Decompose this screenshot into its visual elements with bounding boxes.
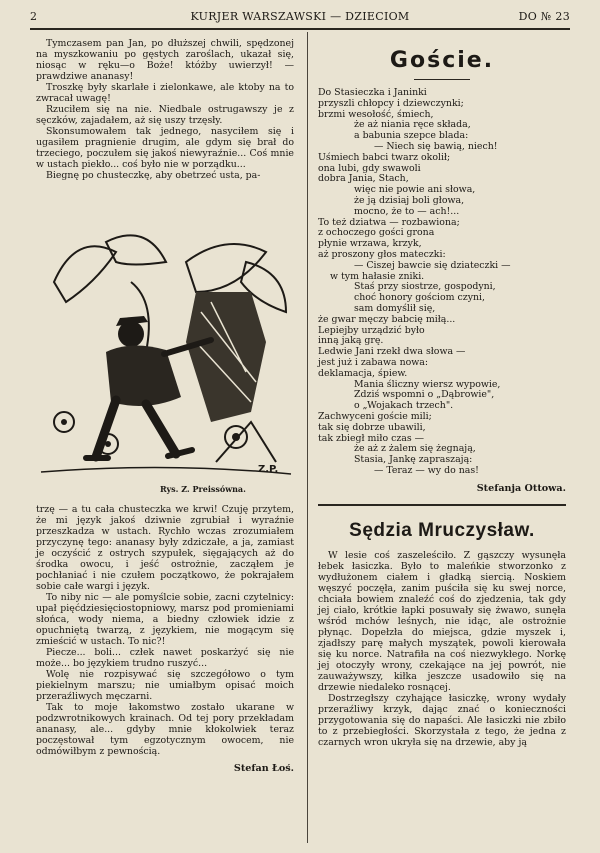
paragraph: Troszkę były skarlałe i zielonkawe, ale ktoby na to zwracał uwagę!: [36, 82, 294, 104]
poem-line: To też dziatwa — rozbawiona;: [318, 216, 460, 228]
poem-line: — Ciszej bawcie się dziateczki —: [354, 259, 511, 271]
poem-line: Uśmiech babci twarz okolił;: [318, 151, 451, 163]
paragraph: trzę — a tu cała chusteczka we krwi! Czuję przytem, że mi język jakoś dziwnie zgrubiał i wyraźnie przeszkadza w ustach. Rychło wczas zrozumiałem przyczynę tego: ananasy były zdziczałe, a ja, zamiast je oczyścić z ostrych szypułek, sięgających aż do środka owocu, i jeść ostrożnie, zacząłem je pochłaniać i nie czułem początkowo, że pokrajałem sobie całe wargi i język.: [36, 504, 294, 592]
paragraph: Rzuciłem się na nie. Niedbale ostrugawszy je z sęczków, zajadałem, aż się uszy trzęsły.: [36, 104, 294, 126]
poem-line: że ją dzisiaj boli głowa,: [354, 194, 465, 206]
paragraph: W lesie coś zaszeleściło. Z gąszczy wysunęła łebek łasiczka. Było to maleńkie stworzonko z wydłużonem ciałem i gładką siercią. Noskiem węszyć poczęła, zanim puściła się ku swej norce, chciała bowiem znaleźć coś do zjedzenia, tak gdy jej ciało, krótkie łapki posuwały się żwawo, sunęła wśród mchów leśnych, nie idąc, ale ostrożnie płynąc. Dopełzła do miejsca, gdzie myszek i, zjadłszy parę małych myszątek, powoli kierowała się ku norce. Natrafiła na coś niezwykłego. Norkę jej otoczyły wrony, czekające na jej powrót, nie zauważywszy, kiłka jeszcze usadowiło się na drzewie niedaleko rosnącej.: [318, 549, 566, 693]
jungle-man-drawing: [36, 222, 294, 484]
poem-line: inną jaką grę.: [318, 335, 384, 347]
poem-line: Zachwyceni goście mili;: [318, 410, 432, 422]
masthead-title: KURJER WARSZAWSKI — DZIECIOM: [190, 10, 410, 23]
paragraph: Tymczasem pan Jan, po dłuższej chwili, spędzonej na myszkowaniu po gęstych zaroślach, ukazał się, niosąc w ręku—o Boże! któżby uwierzył! — prawdziwe ananasy!: [36, 38, 294, 82]
paragraph: To niby nic — ale pomyślcie sobie, zacni czytelnicy: upał pięćdziesięciostopniowy, marsz pod promieniami słońca, wody niema, a biedny człowiek idzie z opuchniętą twarzą, z językiem, nie mogącym się zmieścić w ustach. To nic?!: [36, 592, 294, 647]
paragraph: Tak to moje łakomstwo zostało ukarane w podzwrotnikowych krainach. Od tej pory przekładam ananasy, ale... gdyby mnie kłokolwiek teraz poczęstował tym egzotycznym owocem, nie odmówiłbym z pewnością.: [36, 702, 294, 757]
poem-line: w tym hałasie zniki.: [330, 270, 425, 282]
paragraph: Dostrzegłszy czyhające łasiczkę, wrony wydały przeraźliwy krzyk, dając znać o konieczności przygotowania się do napaści. Ale łasiczki nie zbiło to z przebiegłości. Skorzystała z tego, że jedna z czarnych wron ukryła się na drzewie, aby ją: [318, 692, 566, 748]
poem-line: więc nie powie ani słowa,: [354, 184, 476, 196]
paragraph: Wolę nie rozpisywać się szczegółowo o tym piekielnym marszu; nie umiałbym opisać moich przeraźliwych męczarni.: [36, 669, 294, 702]
poem-line: sam domyślił się,: [354, 302, 436, 314]
poem-line: że aż z żalem się żegnają,: [354, 443, 476, 455]
poem-line: Ledwie Jani rzekł dwa słowa —: [318, 346, 466, 358]
poem-line: Do Stasieczka i Janinki: [318, 87, 427, 98]
poem-line: że aż niania ręce składa,: [354, 119, 471, 131]
poem-line: tak zbiegł miło czas —: [318, 432, 425, 444]
right-column: [318, 38, 566, 748]
poem-line: — Teraz — wy do nas!: [374, 464, 479, 476]
poem-line: deklamacja, śpiew.: [318, 367, 408, 379]
poem-line: płynie wrzawa, krzyk,: [318, 238, 422, 250]
poem-title: Goście.: [389, 48, 495, 73]
poem-line: choć honory gościom czyni,: [354, 292, 486, 304]
illustration-monogram: Z.P.: [258, 464, 279, 475]
poem-author: Stefanja Ottowa.: [476, 482, 566, 494]
page-number: 2: [30, 10, 38, 23]
poem-line: Lepiejby urządzić było: [318, 324, 425, 336]
poem-line: o „Wojakach trzech".: [354, 400, 454, 412]
paragraph: Skonsumowałem tak jednego, nasyciłem się i ugasiłem pragnienie drugim, ale gdym się brał do trzeciego, poczułem się jakoś niewyraźnie... Coś mnie w ustach piekło... coś było nie w porządku...: [36, 126, 294, 170]
poem-line: mocno, że to — ach!...: [354, 205, 460, 217]
poem-line: przyszli chłopcy i dziewczynki;: [318, 97, 464, 109]
story-title: Sędzia Mruczysław.: [349, 519, 535, 541]
story-signature: Stefan Łoś.: [233, 763, 294, 774]
poem-line: Zdziś wspomni o „Dąbrowie",: [354, 389, 495, 401]
poem-line: a babunia szepce blada:: [354, 130, 469, 142]
story-part-bottom: [36, 504, 294, 774]
header-rule: [30, 28, 570, 30]
section-divider: [318, 504, 566, 506]
poem-line: dobra Jania, Stach,: [318, 173, 409, 185]
illustration: [36, 222, 294, 502]
paragraph: Piecze... boli... człek nawet poskarżyć się nie może... bo językiem trudno ruszyć...: [36, 647, 294, 669]
poem-line: aż proszony głos mateczki:: [318, 248, 446, 260]
poem-line: Stasia, Jankę zapraszają:: [354, 454, 473, 466]
poem-line: Staś przy siostrze, gospodyni,: [354, 281, 496, 293]
poem-line: że gwar męczy babcię miłą...: [318, 313, 456, 325]
paragraph: Biegnę po chusteczkę, aby obetrzeć usta, pa-: [46, 170, 261, 181]
title-rule: [414, 79, 470, 80]
poem-line: Mania śliczny wiersz wypowie,: [354, 378, 501, 390]
page-header: [30, 10, 570, 26]
illustration-caption: Rys. Z. Preissówna.: [160, 484, 246, 494]
poem-line: tak się dobrze ubawili,: [318, 421, 426, 433]
issue-number: DO № 23: [518, 10, 570, 23]
poem-line: z ochoczego gości grona: [318, 227, 435, 239]
story-text: [318, 550, 566, 748]
poem: [318, 88, 566, 477]
story-part-top: [36, 38, 294, 181]
poem-line: ona lubi, gdy swawoli: [318, 162, 421, 174]
column-separator: [307, 32, 308, 843]
poem-line: brzmi wesołość, śmiech,: [318, 108, 434, 120]
poem-line: jest już i zabawa nowa:: [318, 356, 429, 368]
poem-line: — Niech się bawią, niech!: [374, 140, 498, 152]
